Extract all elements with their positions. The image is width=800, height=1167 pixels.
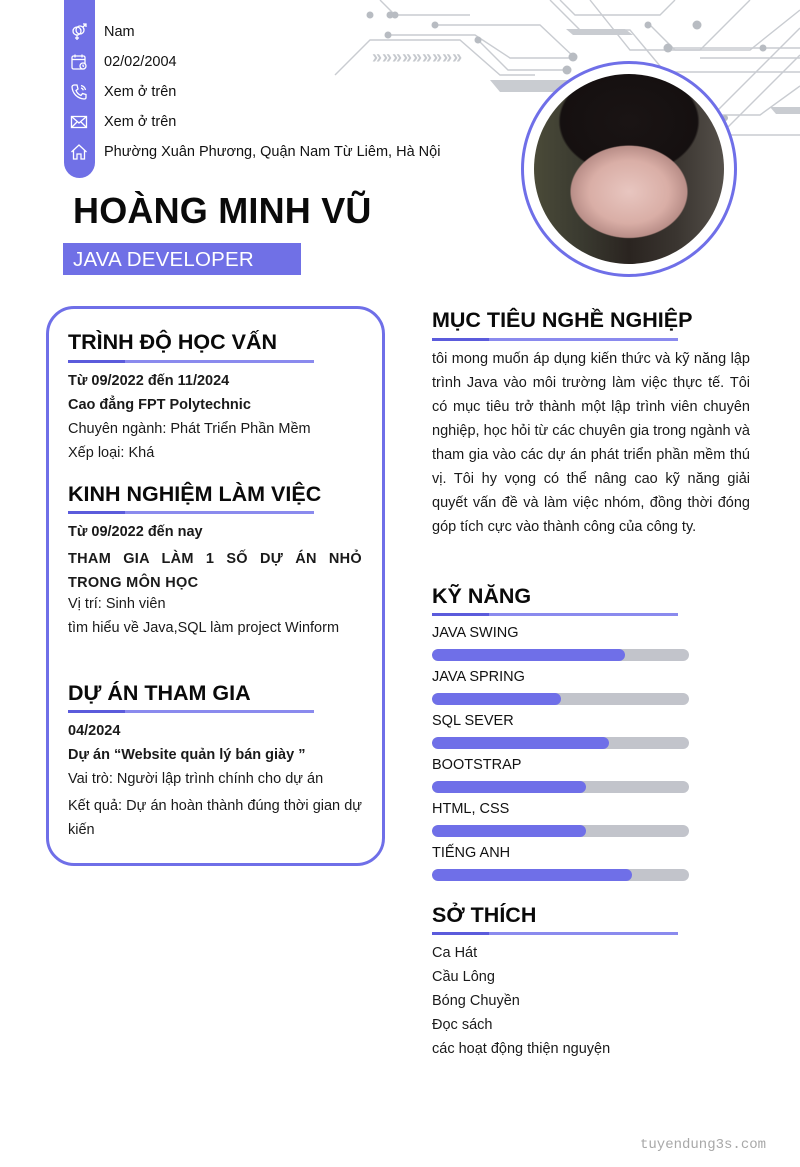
education-grade: Xếp loại: Khá [68, 445, 155, 461]
hobby-item: Đọc sách [432, 1017, 493, 1033]
experience-description: tìm hiểu về Java,SQL làm project Winform [68, 620, 340, 636]
education-major: Chuyên ngành: Phát Triển Phần Mềm [68, 421, 311, 437]
projects-underline [68, 710, 314, 713]
project-date: 04/2024 [68, 723, 121, 739]
home-icon [70, 143, 88, 161]
project-result: Kết quả: Dự án hoàn thành đúng thời gian dự kiến [68, 798, 362, 838]
skill-bar-english [432, 869, 689, 881]
education-school: Cao đẳng FPT Polytechnic [68, 397, 251, 413]
gender-icon [70, 23, 88, 41]
objective-text: tôi mong muốn áp dụng kiến thức và kỹ năng lập trình Java vào môi trường làm việc thực tế. Tôi có mục tiêu trở thành một lập trình viên chuyên nghiệp, học hỏi từ các chuyên gia trong ngành và tham gia vào các dự án phát triển phần mềm thú vị. Tôi hy vọng có thể nâng cao kỹ năng giải quyết vấn đề và làm việc nhóm, đồng thời đóng góp tích cực vào thành công của công ty. [432, 351, 750, 535]
contact-address: Phường Xuân Phương, Quận Nam Từ Liêm, Hà Nội [104, 144, 441, 160]
objective-underline [432, 338, 678, 341]
skills-title: KỸ NĂNG [432, 584, 532, 608]
experience-underline [68, 511, 314, 514]
skill-fill [432, 781, 586, 793]
contact-gender: Nam [104, 24, 135, 40]
skill-label: TIẾNG ANH [432, 845, 511, 861]
svg-text:»»»»»»»»»: »»»»»»»»» [372, 47, 463, 67]
project-role: Vai trò: Người lập trình chính cho dự án [68, 771, 324, 787]
skill-fill [432, 737, 609, 749]
contact-phone: Xem ở trên [104, 84, 177, 100]
hobby-item: Cầu Lông [432, 969, 495, 985]
skill-bar-sql-server [432, 737, 689, 749]
hobbies-title: SỞ THÍCH [432, 903, 537, 927]
skill-bar-bootstrap [432, 781, 689, 793]
role-banner [63, 243, 301, 275]
watermark: tuyendung3s.com [640, 1137, 767, 1153]
project-name: Dự án “Website quản lý bán giày ” [68, 747, 306, 763]
avatar-photo [534, 74, 724, 264]
skill-fill [432, 649, 625, 661]
experience-position: Vị trí: Sinh viên [68, 596, 166, 612]
phone-icon [70, 83, 88, 101]
skill-bar-java-spring [432, 693, 689, 705]
candidate-name: HOÀNG MINH VŨ [73, 190, 372, 231]
experience-headline: THAM GIA LÀM 1 SỐ DỰ ÁN NHỎ TRONG MÔN HỌC [68, 551, 362, 591]
education-period: Từ 09/2022 đến 11/2024 [68, 373, 230, 389]
objective-title: MỤC TIÊU NGHỀ NGHIỆP [432, 308, 693, 332]
projects-title: DỰ ÁN THAM GIA [68, 681, 251, 705]
skills-underline [432, 613, 678, 616]
education-underline [68, 360, 314, 363]
skill-bar-java-swing [432, 649, 689, 661]
contact-email: Xem ở trên [104, 114, 177, 130]
skill-label: SQL SEVER [432, 713, 514, 729]
skill-label: HTML, CSS [432, 801, 510, 817]
skill-bar-html-css [432, 825, 689, 837]
hobby-item: Bóng Chuyền [432, 993, 520, 1009]
candidate-role: JAVA DEVELOPER [73, 248, 254, 271]
skill-fill [432, 869, 632, 881]
hobby-item: các hoạt động thiện nguyện [432, 1041, 611, 1057]
experience-title: KINH NGHIỆM LÀM VIỆC [68, 482, 322, 506]
skill-fill [432, 693, 561, 705]
contact-birthdate: 02/02/2004 [104, 54, 177, 70]
experience-period: Từ 09/2022 đến nay [68, 524, 203, 540]
avatar-frame [521, 61, 737, 277]
skill-label: JAVA SPRING [432, 669, 525, 685]
skill-label: JAVA SWING [432, 625, 519, 641]
calendar-icon [70, 53, 88, 71]
mail-icon [70, 113, 88, 131]
skill-fill [432, 825, 586, 837]
hobby-item: Ca Hát [432, 945, 478, 961]
skill-label: BOOTSTRAP [432, 757, 522, 773]
hobbies-underline [432, 932, 678, 935]
education-title: TRÌNH ĐỘ HỌC VẤN [68, 330, 278, 354]
